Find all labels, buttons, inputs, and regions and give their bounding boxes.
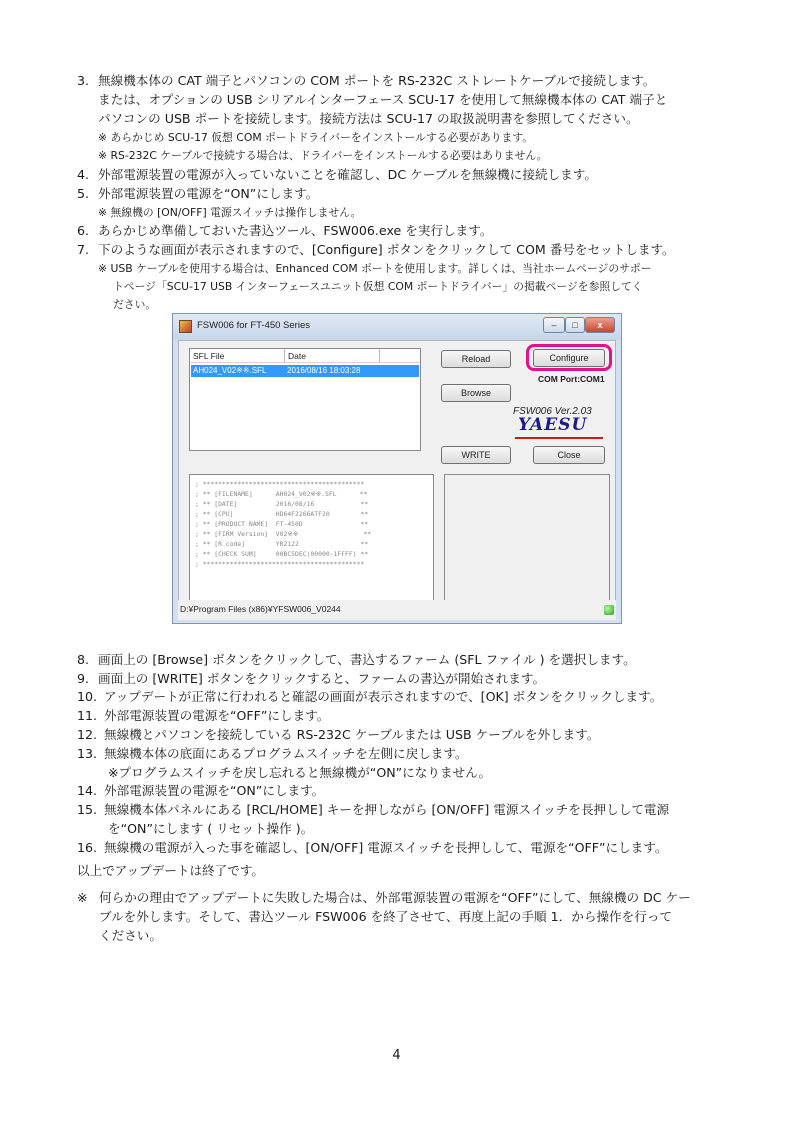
step-text: 外部電源装置の電源を“OFF”にします。 [104,708,330,723]
close-button[interactable]: Close [533,446,605,464]
step-number: 4. [77,167,90,182]
step-text: 無線機本体パネルにある [RCL/HOME] キーを押しながら [ON/OFF] 電源スイッチを長押しして電源 [104,802,670,817]
memo-line: ; ** [PRODUCT NAME] FT-450D ** [195,520,369,528]
step-text: 無線機本体の底面にあるプログラムスイッチを左側に戻します。 [104,746,468,761]
step-note: ださい。 [113,298,157,311]
memo-line: ; ** [DATE] 2016/08/16 ** [195,500,369,508]
status-led-icon [604,605,614,615]
step-number: 7. [77,242,90,257]
step-note: トページ「SCU-17 USB インターフェースユニット仮想 COM ポートドライバー」の掲載ページを参照してく [113,280,643,293]
status-path: D:¥Program Files (x86)¥YFSW006_V0244 [180,604,341,614]
logo-underline [515,437,603,439]
list-item-date: 2016/08/16 18:03:28 [287,366,361,375]
step-note: ※ USB ケーブルを使用する場合は、Enhanced COM ポートを使用します。詳しくは、当社ホームページのサポー [98,262,652,275]
memo-line: ; ** [FIRM Version] V02※※ ** [195,530,372,538]
window-title: FSW006 for FT-450 Series [197,320,310,331]
app-window-screenshot [172,313,622,624]
step-text: パソコンの USB ポートを接続します。接続方法は SCU-17 の取扱説明書を参照してください。 [98,111,639,126]
firmware-info-memo [189,474,434,609]
configure-button[interactable]: Configure [533,349,605,367]
window-client-area [178,340,616,619]
write-button[interactable]: WRITE [441,446,511,464]
step-text: 無線機の電源が入った事を確認し、[ON/OFF] 電源スイッチを長押しして、電源を“OFF”にします。 [104,840,668,855]
step-note: ※ あらかじめ SCU-17 仮想 COM ポートドライバーをインストールする必要があります。 [98,131,534,144]
step-text: を“ON”にします ( リセット操作 )。 [108,821,314,836]
maximize-button[interactable]: □ [565,317,585,333]
step-text: あらかじめ準備しておいた書込ツール、FSW006.exe を実行します。 [98,223,493,238]
step-number: 13. [77,746,98,761]
final-note-text: 何らかの理由でアップデートに失敗した場合は、外部電源装置の電源を“OFF”にして、無線機の DC ケー [99,890,691,905]
step-note: ※プログラムスイッチを戻し忘れると無線機が“ON”になりません。 [108,765,492,780]
step-text: 無線機とパソコンを接続している RS-232C ケーブルまたは USB ケーブルを外します。 [104,727,600,742]
memo-line: ; ****************************************** [195,480,365,488]
memo-line: ; ** [R code] YR2122 ** [195,540,369,548]
step-text: 下のような画面が表示されますので、[Configure] ボタンをクリックして COM 番号をセットします。 [98,242,675,257]
step-number: 3. [77,73,90,88]
step-text: 外部電源装置の電源を“ON”にします。 [104,783,325,798]
step-note: ※ RS-232C ケーブルで接続する場合は、ドライバーをインストールする必要はありません。 [98,149,548,162]
browse-button[interactable]: Browse [441,384,511,402]
memo-line: ; ** [CHECK SUM] 00BC5DEC(00000-1FFFF) ** [195,550,369,558]
step-number: 9. [77,671,90,686]
minimize-button[interactable]: – [543,317,565,333]
step-note: ※ 無線機の [ON/OFF] 電源スイッチは操作しません。 [98,206,362,219]
step-text: 画面上の [Browse] ボタンをクリックして、書込するファーム (SFL ファイル ) を選択します。 [98,652,636,667]
window-titlebar [173,314,621,340]
app-icon [179,320,192,333]
memo-line: ; ** [FILENAME] AH024_V02※※.SFL ** [195,490,368,498]
step-text: 外部電源装置の電源を“ON”にします。 [98,186,319,201]
step-number: 5. [77,186,90,201]
step-number: 6. [77,223,90,238]
list-header-blank [380,349,420,363]
sfl-file-list[interactable] [189,348,421,451]
final-note-text: ブルを外します。そして、書込ツール FSW006 を終了させて、再度上記の手順 1．から操作を行って [99,909,673,924]
memo-line: ; ** [CPU] HD64F2266ATF20 ** [195,510,369,518]
step-number: 10. [77,689,98,704]
closing-text: 以上でアップデートは終了です。 [77,863,265,878]
step-number: 16. [77,840,98,855]
step-number: 11. [77,708,98,723]
list-item-file: AH024_V02※※.SFL [193,366,267,375]
close-window-button[interactable]: x [585,317,615,333]
step-text: 無線機本体の CAT 端子とパソコンの COM ポートを RS-232C ストレートケーブルで接続します。 [98,73,656,88]
step-number: 15. [77,802,98,817]
reload-button[interactable]: Reload [441,350,511,368]
step-text: または、オプションの USB シリアルインターフェース SCU-17 を使用して無線機本体の CAT 端子と [98,92,668,107]
list-header-date[interactable]: Date [285,349,380,363]
yaesu-logo: YAESU [518,415,588,435]
status-bar [178,600,616,620]
com-port-label: COM Port:COM1 [538,374,605,384]
page-number: 4 [392,1048,401,1063]
log-panel [444,474,610,609]
step-number: 14. [77,783,98,798]
final-note-text: ください。 [99,928,162,943]
list-item[interactable] [191,365,419,377]
step-text: 外部電源装置の電源が入っていないことを確認し、DC ケーブルを無線機に接続します。 [98,167,597,182]
list-header-sfl-file[interactable]: SFL File [190,349,285,363]
step-number: 12. [77,727,98,742]
step-number: 8. [77,652,90,667]
final-note-mark: ※ [77,890,88,905]
step-text: アップデートが正常に行われると確認の画面が表示されますので、[OK] ボタンをクリックします。 [104,689,663,704]
step-text: 画面上の [WRITE] ボタンをクリックすると、ファームの書込が開始されます。 [98,671,546,686]
memo-line: ; ****************************************** [195,560,365,568]
version-label: FSW006 Ver.2.03 [513,406,592,417]
